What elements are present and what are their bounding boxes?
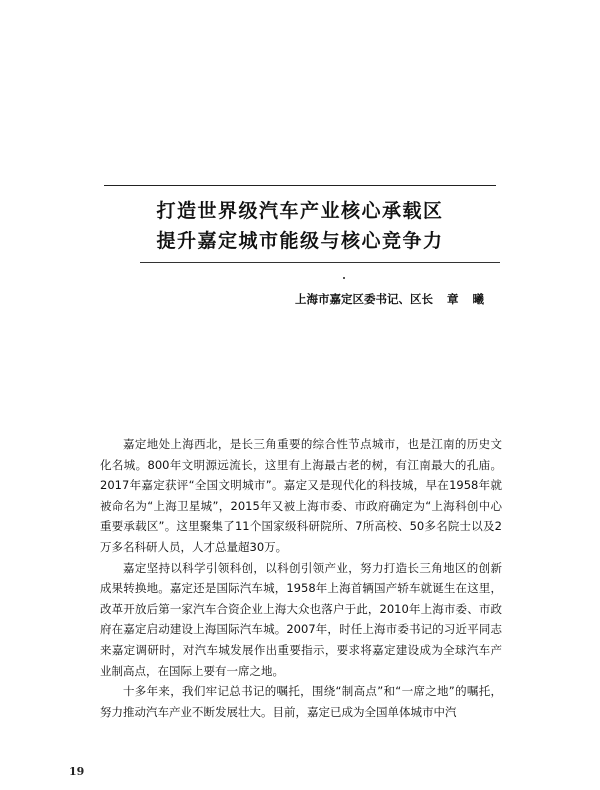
title-line-2: 提升嘉定城市能级与核心竞争力 — [156, 230, 444, 252]
title-line-1: 打造世界级汽车产业核心承载区 — [156, 200, 444, 222]
page-number: 19 — [69, 765, 85, 778]
article-body — [100, 434, 502, 722]
author-role: 上海市嘉定区委书记、区长 — [295, 292, 433, 306]
paragraph-3: 十多年来，我们牢记总书记的嘱托，围绕“制高点”和“一席之地”的嘱托，努力推动汽车产业不断发展壮大。目前，嘉定已成为全国单体城市中汽 — [100, 684, 502, 719]
title-top-rule — [104, 185, 496, 186]
paragraph-1: 嘉定地处上海西北，是长三角重要的综合性节点城市，也是江南的历史文化名城。800年文明源远流长，这里有上海最古老的树，有江南最大的孔庙。2017年嘉定获评“全国文明城市”。嘉定又是现代化的科技城，早在1958年就被命名为“上海卫星城”，2015年又被上海市委、市政府确定为“上海科创中心重要承载区”。这里聚集了11个国家级科研院所、7所高校、50多名院士以及2万多名科研人员，人才总量超30万。 — [100, 437, 502, 554]
title-bottom-rule — [140, 262, 500, 263]
author-name: 章曦 — [447, 292, 498, 306]
paragraph-2: 嘉定坚持以科学引领科创，以科创引领产业，努力打造长三角地区的创新成果转换地。嘉定还是国际汽车城，1958年上海首辆国产轿车就诞生在这里，改革开放后第一家汽车合资企业上海大众也落户于此，2010年上海市委、市政府在嘉定启动建设上海国际汽车城。2007年，时任上海市委书记的习近平同志来嘉定调研时，对汽车城发展作出重要指示，要求将嘉定建设成为全球汽车产业制高点，在国际上要有一席之地。 — [100, 560, 502, 678]
speck — [343, 277, 345, 279]
byline — [295, 291, 498, 307]
article-title — [0, 196, 600, 256]
